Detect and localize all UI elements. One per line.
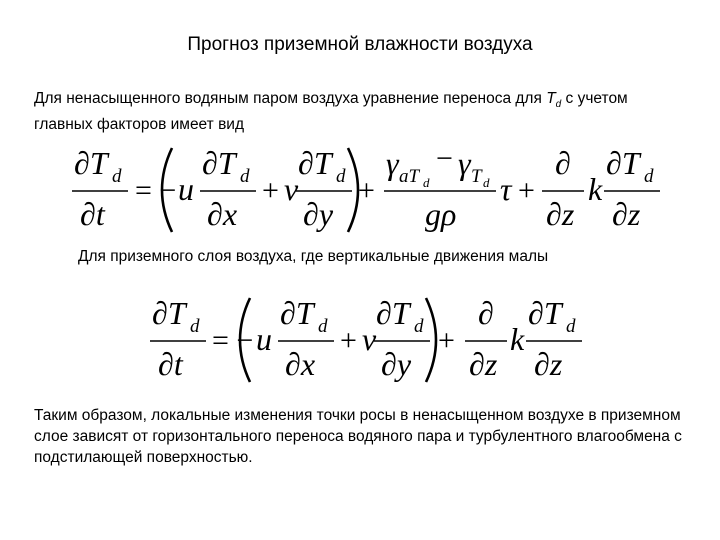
right-paren (348, 148, 358, 232)
surface-layer-text: Для приземного слоя воздуха, где вертикальные движения малы (78, 248, 549, 265)
intro-symbol: $T_d$ (546, 90, 562, 111)
transport-equation-surface (0, 288, 720, 382)
intro-text-after: с учетом главных факторов имеет вид (34, 90, 628, 134)
svg-text:d: d (336, 166, 346, 187)
svg-text:d: d (644, 166, 654, 187)
transport-equation-full (0, 138, 720, 232)
svg-text:∂: ∂ (478, 295, 494, 331)
dTd-dy-fraction (296, 145, 352, 232)
slide-title: Прогноз приземной влажности воздуха (187, 34, 533, 55)
k-var: k (588, 171, 603, 207)
plus-3: + (518, 174, 535, 207)
svg-text:d: d (414, 316, 424, 337)
plus-2-2: + (438, 324, 455, 357)
svg-text:T: T (471, 166, 482, 187)
lapse-rate-fraction (384, 142, 496, 232)
svg-text:∂T: ∂T (528, 295, 562, 331)
plus-2: + (358, 174, 375, 207)
u-var-2: u (256, 321, 272, 357)
svg-text:−: − (436, 142, 453, 175)
svg-text:gρ: gρ (425, 196, 457, 232)
dTd-dy-fraction-2 (374, 295, 430, 382)
svg-text:∂T: ∂T (74, 145, 108, 181)
svg-text:∂T: ∂T (202, 145, 236, 181)
svg-text:∂T: ∂T (376, 295, 410, 331)
conclusion-paragraph: Таким образом, локальные изменения точки росы в ненасыщенном воздухе в приземном слое зависят от горизонтального переноса водяного пара и турбулентного влагообмена с подстилающей поверхностью. (34, 407, 682, 466)
svg-text:∂z: ∂z (546, 196, 575, 232)
dTd-dz-fraction-2 (526, 295, 582, 382)
svg-text:d: d (566, 316, 576, 337)
svg-text:∂y: ∂y (303, 196, 334, 232)
d-dz-fraction-2 (465, 295, 507, 382)
svg-text:d: d (240, 166, 250, 187)
svg-text:∂x: ∂x (285, 346, 316, 382)
svg-text:∂T: ∂T (152, 295, 186, 331)
svg-text:∂z: ∂z (534, 346, 563, 382)
dTd-dx-fraction (200, 145, 256, 232)
intro-text: Для ненасыщенного водяным паром воздуха уравнение переноса для (34, 90, 547, 107)
svg-text:d: d (483, 175, 490, 190)
equals-minus: = − (135, 174, 177, 207)
svg-text:∂T: ∂T (280, 295, 314, 331)
svg-text:∂T: ∂T (298, 145, 332, 181)
equals-minus-2: = − (212, 324, 254, 357)
v-var-2: v (362, 321, 377, 357)
dTd-dz-fraction (604, 145, 660, 232)
svg-text:d: d (190, 316, 200, 337)
plus-1: + (262, 174, 279, 207)
svg-text:∂y: ∂y (381, 346, 412, 382)
svg-text:γ: γ (458, 145, 471, 181)
svg-text:∂z: ∂z (612, 196, 641, 232)
svg-text:∂: ∂ (555, 145, 571, 181)
svg-text:d: d (318, 316, 328, 337)
lhs-fraction (72, 145, 128, 232)
tau-var: τ (500, 171, 512, 207)
svg-text:∂t: ∂t (80, 196, 105, 232)
svg-text:d: d (112, 166, 122, 187)
svg-text:∂z: ∂z (469, 346, 498, 382)
intro-paragraph (34, 89, 684, 135)
k-var-2: k (510, 321, 525, 357)
svg-text:γ: γ (386, 145, 399, 181)
svg-text:∂x: ∂x (207, 196, 238, 232)
svg-text:d: d (423, 175, 430, 190)
right-paren-2 (426, 298, 436, 382)
dTd-dx-fraction-2 (278, 295, 334, 382)
u-var: u (178, 171, 194, 207)
v-var: v (284, 171, 299, 207)
d-dz-fraction (542, 145, 584, 232)
lhs-fraction-2 (150, 295, 206, 382)
svg-text:aT: aT (399, 166, 420, 187)
svg-text:∂T: ∂T (606, 145, 640, 181)
plus-1-2: + (340, 324, 357, 357)
svg-text:∂t: ∂t (158, 346, 183, 382)
